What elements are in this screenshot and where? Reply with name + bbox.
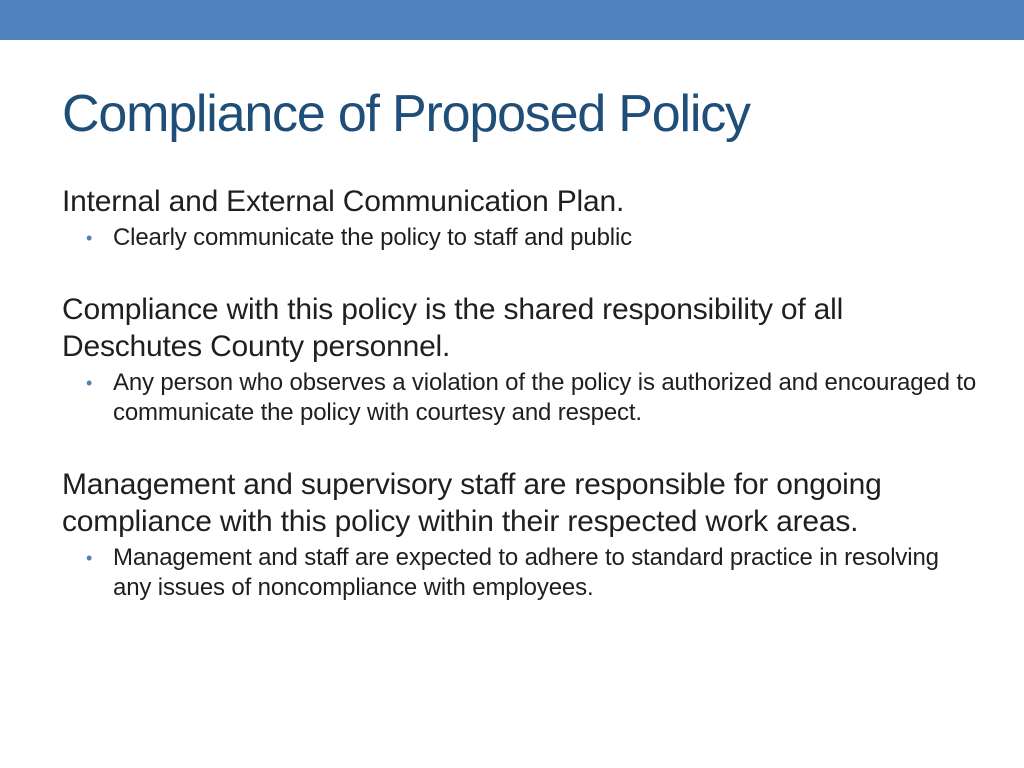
sub-point-communicate-policy bbox=[62, 223, 982, 253]
section-shared-responsibility bbox=[62, 291, 982, 428]
sub-list-communication-plan bbox=[62, 223, 982, 253]
point-shared-responsibility: Compliance with this policy is the shared responsibility of all Deschutes County personnel. bbox=[62, 293, 844, 363]
point-management-compliance: Management and supervisory staff are responsible for ongoing compliance with this policy within their respected work areas. bbox=[62, 468, 882, 538]
bullet-dot-icon: • bbox=[86, 373, 93, 393]
bullet-dot-icon: • bbox=[86, 228, 93, 248]
point-communication-plan: Internal and External Communication Plan. bbox=[62, 185, 625, 218]
bullet-dot-icon: • bbox=[86, 548, 93, 568]
section-management-compliance bbox=[62, 466, 982, 603]
sub-point-text: Management and staff are expected to adhere to standard practice in resolving any issues of noncompliance with employees. bbox=[113, 544, 939, 601]
sub-list-shared-responsibility bbox=[62, 368, 982, 428]
sub-point-observe-violation bbox=[62, 368, 982, 428]
sub-point-text: Clearly communicate the policy to staff and public bbox=[113, 224, 632, 251]
slide-content bbox=[62, 183, 982, 603]
sub-point-standard-practice bbox=[62, 543, 982, 603]
section-communication-plan bbox=[62, 183, 982, 253]
top-accent-bar bbox=[0, 0, 1024, 40]
sub-point-text: Any person who observes a violation of the policy is authorized and encouraged to communicate the policy with courtesy and respect. bbox=[113, 369, 977, 426]
slide-title: Compliance of Proposed Policy bbox=[62, 85, 750, 143]
sub-list-management-compliance bbox=[62, 543, 982, 603]
